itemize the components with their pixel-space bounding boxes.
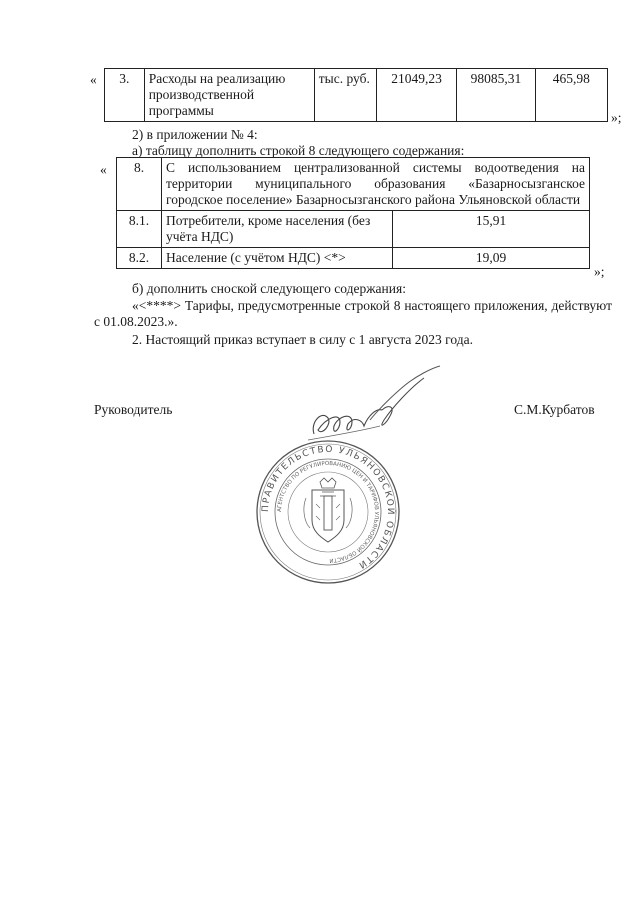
row81-name: Потребители, кроме населения (без учёта НДС) [162, 211, 393, 248]
row8-text: С использованием централизованной системы водоотведения на территории муниципального образования «Базарносызганское городское поселение» Базарносызганского района Ульяновской области [162, 158, 590, 211]
stamp-outer-text: ПРАВИТЕЛЬСТВО УЛЬЯНОВСКОЙ ОБЛАСТИ [260, 444, 396, 571]
para-b: б) дополнить сноской следующего содержания: [132, 281, 406, 296]
table1-close-mark: »; [611, 110, 622, 125]
row-value-2: 98085,31 [457, 69, 535, 122]
row82-value: 19,09 [393, 248, 590, 269]
table2-open-quote: « [100, 162, 107, 177]
handwritten-signature [300, 360, 450, 450]
row-unit: тыс. руб. [314, 69, 376, 122]
signature-name: С.М.Курбатов [514, 402, 595, 417]
row82-name: Население (с учётом НДС) <*> [162, 248, 393, 269]
table2-close-mark: »; [594, 264, 605, 279]
svg-text:АГЕНТСТВО ПО РЕГУЛИРОВАНИЮ ЦЕН [277, 461, 379, 563]
row81-value: 15,91 [393, 211, 590, 248]
row81-number: 8.1. [117, 211, 162, 248]
row-value-3: 465,98 [535, 69, 607, 122]
para-2: 2) в приложении № 4: [132, 127, 258, 142]
table-tariffs [116, 157, 590, 269]
row-name: Расходы на реализацию производственной программы [144, 69, 314, 122]
row-number: 3. [105, 69, 145, 122]
coat-of-arms-icon [304, 478, 352, 542]
para-a: а) таблицу дополнить строкой 8 следующего содержания: [132, 143, 465, 158]
stamp-inner-text: АГЕНТСТВО ПО РЕГУЛИРОВАНИЮ ЦЕН И ТАРИФОВ УЛЬЯНОВСКОЙ ОБЛАСТИ [276, 460, 380, 564]
row-value-1: 21049,23 [376, 69, 456, 122]
signature-role: Руководитель [94, 402, 173, 417]
official-stamp [254, 438, 402, 586]
table-expenses [104, 68, 608, 122]
row8-number: 8. [117, 158, 162, 211]
table-row [117, 158, 590, 211]
footnote-text: «<****> Тарифы, предусмотренные строкой 8 настоящего приложения, действуют с 01.08.2023.». [94, 298, 612, 329]
table1-open-quote: « [90, 72, 97, 87]
table-row [117, 248, 590, 269]
para-final: 2. Настоящий приказ вступает в силу с 1 августа 2023 года. [132, 332, 473, 347]
row82-number: 8.2. [117, 248, 162, 269]
table-row [117, 211, 590, 248]
table-row [105, 69, 608, 122]
